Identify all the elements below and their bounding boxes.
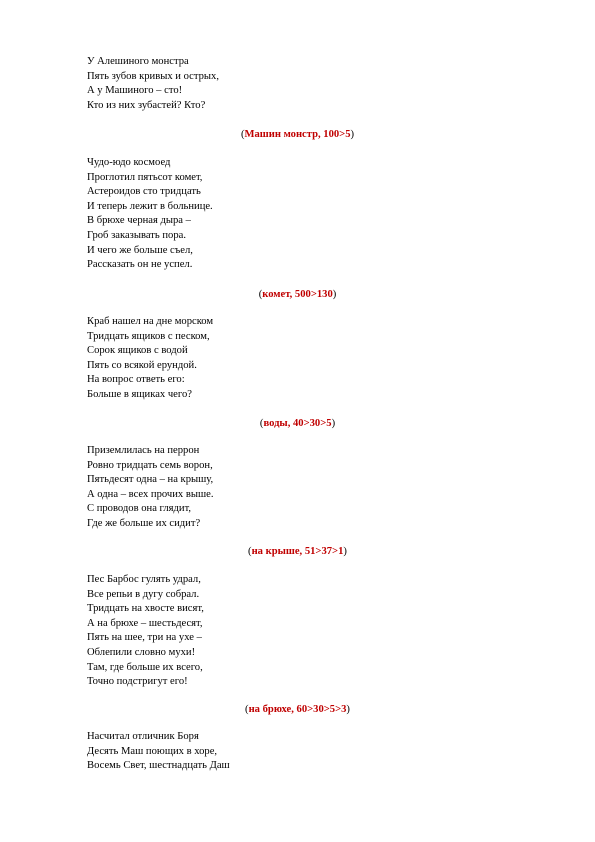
poem-line: Рассказать он не успел. xyxy=(87,259,193,271)
poem-line: Чудо-юдо космоед xyxy=(87,157,171,168)
riddle-5 xyxy=(87,573,507,690)
riddle-3 xyxy=(87,315,507,403)
poem-line: Гроб заказывать пора. xyxy=(87,229,186,241)
poem-line: Тридцать ящиков с песком, xyxy=(87,330,210,342)
poem-line: И чего же больше съел, xyxy=(87,244,193,256)
poem-line: Насчитал отличник Боря xyxy=(87,731,199,742)
poem-line: Пес Барбос гулять удрал, xyxy=(87,574,201,585)
poem-line: Все репьи в дугу собрал. xyxy=(87,588,200,600)
paren-close: ) xyxy=(350,129,355,140)
riddle-2 xyxy=(87,156,507,273)
poem-line: Там, где больше их всего, xyxy=(87,661,203,673)
poem-line: Восемь Свет, шестнадцать Даш xyxy=(87,760,230,772)
poem-line: Пять на шее, три на ухе – xyxy=(87,632,202,644)
poem-line: Тридцать на хвосте висят, xyxy=(87,603,204,615)
answer-text: воды, 40>30>5 xyxy=(263,418,332,429)
poem-line: В брюхе черная дыра – xyxy=(87,215,191,227)
answer-text: на брюхе, 60>30>5>3 xyxy=(248,704,347,715)
answer-text: на крыше, 51>37>1 xyxy=(251,546,344,557)
poem-line: Пять зубов кривых и острых, xyxy=(87,70,219,82)
poem-line: Пять со всякой ерундой. xyxy=(87,359,197,371)
riddle-6 xyxy=(87,730,507,774)
paren-close: ) xyxy=(331,418,336,429)
poem-line: А одна – всех прочих выше. xyxy=(87,488,214,500)
paren-open: ( xyxy=(248,546,252,557)
riddle-2-answer xyxy=(0,288,595,302)
poem-line: С проводов она глядит, xyxy=(87,503,192,515)
riddle-1-answer xyxy=(0,128,595,142)
paren-open: ( xyxy=(245,704,249,715)
poem-line: Приземлилась на перрон xyxy=(87,445,200,456)
poem-line: Краб нашел на дне морском xyxy=(87,316,214,327)
answer-text: Машин монстр, 100>5 xyxy=(244,129,351,140)
poem-line: Проглотил пятьсот комет, xyxy=(87,171,203,183)
poem-line: Больше в ящиках чего? xyxy=(87,388,192,400)
poem-line: Пятьдесят одна – на крышу, xyxy=(87,474,214,486)
poem-line: У Алешиного монстра xyxy=(87,56,189,67)
riddle-1 xyxy=(87,55,507,113)
poem-line: Ровно тридцать семь ворон, xyxy=(87,459,213,471)
paren-open: ( xyxy=(259,418,264,429)
poem-line: Астероидов сто тридцать xyxy=(87,186,201,198)
paren-close: ) xyxy=(346,704,350,715)
answer-text: комет, 500>130 xyxy=(262,289,333,300)
riddle-5-answer xyxy=(0,703,595,717)
poem-line: Сорок ящиков с водой xyxy=(87,345,188,357)
poem-line: Где же больше их сидит? xyxy=(87,517,201,529)
riddle-4 xyxy=(87,444,507,532)
poem-line: И теперь лежит в больнице. xyxy=(87,200,213,212)
paren-close: ) xyxy=(343,546,347,557)
riddle-4-answer xyxy=(0,545,595,559)
paren-open: ( xyxy=(240,129,245,140)
paren-close: ) xyxy=(332,289,337,300)
poem-line: Десять Маш поющих в хоре, xyxy=(87,745,218,757)
poem-line: А на брюхе – шестьдесят, xyxy=(87,617,203,629)
riddle-3-answer xyxy=(0,417,595,431)
poem-line: Точно подстригут его! xyxy=(87,676,188,688)
poem-line: Облепили словно мухи! xyxy=(87,646,196,658)
poem-line: На вопрос ответь его: xyxy=(87,374,185,386)
poem-line: А у Машиного – сто! xyxy=(87,85,183,97)
paren-open: ( xyxy=(258,289,263,300)
poem-line: Кто из них зубастей? Кто? xyxy=(87,99,206,111)
